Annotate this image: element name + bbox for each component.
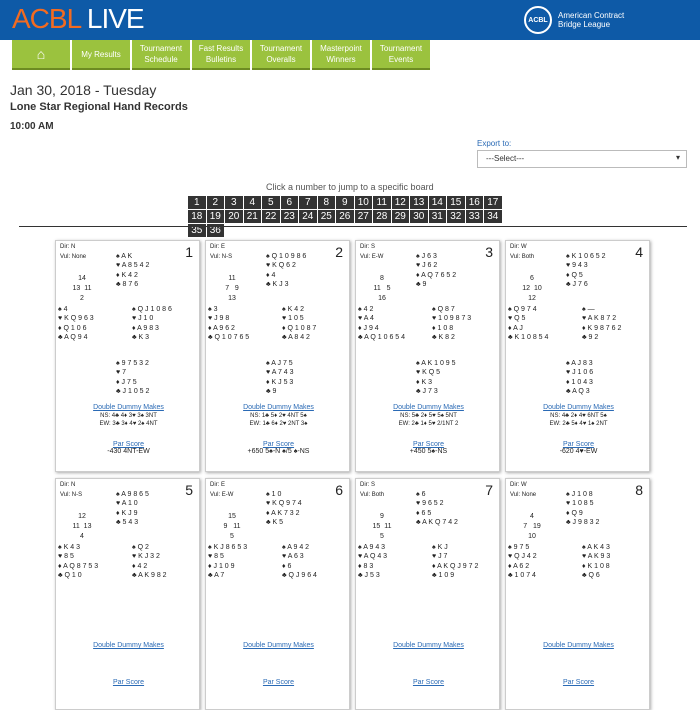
dd-ns: NS: 4♣ 4♦ 3♥ 3♠ 3NT	[100, 413, 157, 419]
south-hand: ♠ 9 7 5 3 2 ♥ 7 ♦ J 7 5 ♣ J 1 0 5 2	[116, 360, 150, 396]
hcp-compass: 15 9 11 5	[223, 513, 241, 540]
event-title: Lone Star Regional Hand Records	[10, 101, 188, 113]
double-dummy-link[interactable]: Double Dummy Makes	[543, 404, 614, 411]
double-dummy-link[interactable]: Double Dummy Makes	[243, 404, 314, 411]
nav-tournament-overalls[interactable]: Tournament Overalls	[252, 40, 310, 70]
par-score-link[interactable]: Par Score	[112, 441, 145, 448]
board-jump-link[interactable]: 28	[373, 210, 391, 223]
board-jump-link[interactable]: 23	[281, 210, 299, 223]
dd-ew: EW: 2♣ 5♦ 4♥ 1♠ 2NT	[549, 421, 608, 427]
board-jump-link[interactable]: 27	[355, 210, 373, 223]
south-hand: ♠ A J 8 3 ♥ J 1 0 6 ♦ 1 0 4 3 ♣ A Q 3	[566, 360, 594, 396]
dd-ns: NS: 1♣ 5♦ 2♥ 4NT 5♠	[250, 413, 307, 419]
double-dummy-link[interactable]: Double Dummy Makes	[93, 404, 164, 411]
east-hand: ♠ Q J 1 0 8 6 ♥ J 1 0 ♦ A 9 8 3 ♣ K 3	[132, 306, 172, 342]
north-hand: ♠ Q 1 0 9 8 6 ♥ K Q 6 2 ♦ 4 ♣ K J 3	[266, 253, 307, 289]
north-hand: ♠ J 1 0 8 ♥ 1 0 8 5 ♦ Q 9 ♣ J 9 8 3 2	[566, 491, 600, 527]
board-card	[205, 478, 350, 710]
vulnerability: Vul: N-S	[60, 492, 83, 498]
par-score: -430 4NT-EW	[107, 448, 150, 455]
hcp-compass: 4 7 19 10	[523, 513, 541, 540]
board-jump-link[interactable]: 3	[225, 196, 243, 209]
acbl-live-logo[interactable]: ACBL LIVE	[12, 3, 144, 34]
west-hand: ♠ A 9 4 3 ♥ A Q 4 3 ♦ 8 3 ♣ J 5 3	[358, 544, 388, 580]
dealer: Dir: S	[360, 482, 375, 488]
board-number: 8	[635, 482, 643, 498]
board-number: 4	[635, 244, 643, 260]
board-card	[355, 240, 500, 472]
board-jump-link[interactable]: 24	[299, 210, 317, 223]
east-hand: ♠ K J ♥ J 7 ♦ A K Q J 9 7 2 ♣ 1 0 9	[432, 544, 479, 580]
board-card	[205, 240, 350, 472]
board-jump-link[interactable]: 26	[336, 210, 354, 223]
board-jump-link[interactable]: 35	[188, 224, 206, 237]
par-score: +650 5♠-N ♠/5 ♠-NS	[247, 448, 310, 455]
west-hand: ♠ 4 2 ♥ A 4 ♦ J 9 4 ♣ A Q 1 0 6 5 4	[358, 306, 406, 342]
west-hand: ♠ K 4 3 ♥ 8 5 ♦ A Q 8 7 5 3 ♣ Q 1 0	[58, 544, 99, 580]
divider	[19, 226, 687, 227]
north-hand: ♠ J 6 3 ♥ J 6 2 ♦ A Q 7 6 5 2 ♣ 9	[416, 253, 457, 289]
hcp-compass: 11 7 9 13	[225, 275, 239, 302]
hcp-compass: 12 11 13 4	[72, 513, 92, 540]
board-number: 2	[335, 244, 343, 260]
dd-ew: EW: 2♣ 1♦ 5♥ 2/1NT 2	[398, 421, 459, 427]
board-number: 5	[185, 482, 193, 498]
board-jump-link[interactable]: 16	[466, 196, 484, 209]
par-score: -620 4♥-EW	[559, 448, 598, 455]
board-jump-link[interactable]: 25	[318, 210, 336, 223]
vulnerability: Vul: N-S	[210, 254, 233, 260]
acbl-seal-icon: ACBL	[524, 6, 552, 34]
north-hand: ♠ A K ♥ A 8 5 4 2 ♦ K 4 2 ♣ 8 7 6	[116, 253, 150, 289]
board-jump-link[interactable]: 33	[466, 210, 484, 223]
board-card	[505, 478, 650, 710]
session-time: 10:00 AM	[10, 121, 54, 132]
dealer: Dir: N	[60, 482, 76, 488]
par-score-link[interactable]: Par Score	[262, 679, 295, 686]
board-jump-link[interactable]: 12	[392, 196, 410, 209]
par-score-link[interactable]: Par Score	[412, 679, 445, 686]
west-hand: ♠ 9 7 5 ♥ Q J 4 2 ♦ A 6 2 ♣ 1 0 7 4	[508, 544, 537, 580]
board-jump-link[interactable]: 30	[410, 210, 428, 223]
board-card	[505, 240, 650, 472]
dealer: Dir: S	[360, 244, 375, 250]
west-hand: ♠ 4 ♥ K Q 9 6 3 ♦ Q 1 0 6 ♣ A Q 9 4	[58, 306, 94, 342]
board-jump-link[interactable]: 18	[188, 210, 206, 223]
east-hand: ♠ A K 4 3 ♥ A K 9 3 ♦ K 1 0 8 ♣ Q 6	[582, 544, 611, 580]
main-nav	[12, 40, 430, 70]
east-hand: ♠ Q 2 ♥ K J 3 2 ♦ 4 2 ♣ A K 9 8 2	[132, 544, 167, 580]
board-jump-link[interactable]: 31	[429, 210, 447, 223]
dealer: Dir: E	[210, 482, 225, 488]
board-card	[55, 478, 200, 710]
vulnerability: Vul: None	[60, 254, 87, 260]
par-score-link[interactable]: Par Score	[562, 679, 595, 686]
hcp-compass: 8 11 5 16	[373, 275, 391, 302]
west-hand: ♠ 3 ♥ J 9 8 ♦ A 9 6 2 ♣ Q 1 0 7 6 5	[208, 306, 250, 342]
board-jump-link[interactable]: 13	[410, 196, 428, 209]
double-dummy-link[interactable]: Double Dummy Makes	[243, 642, 314, 649]
par-score-link[interactable]: Par Score	[112, 679, 145, 686]
par-score: +450 5♠-NS	[409, 448, 448, 455]
board-jump-link[interactable]: 14	[429, 196, 447, 209]
vulnerability: Vul: E-W	[210, 492, 234, 498]
dd-ew: EW: 3♣ 3♦ 4♥ 2♠ 4NT	[99, 421, 158, 427]
north-hand: ♠ A 9 8 6 5 ♥ A 1 0 ♦ K J 9 ♣ 5 4 3	[116, 491, 149, 527]
double-dummy-link[interactable]: Double Dummy Makes	[93, 642, 164, 649]
board-jump-link[interactable]: 1	[188, 196, 206, 209]
double-dummy-link[interactable]: Double Dummy Makes	[543, 642, 614, 649]
south-hand: ♠ A K 1 0 9 5 ♥ K Q 5 ♦ K 3 ♣ J 7 3	[416, 360, 456, 396]
board-jump-link[interactable]: 19	[207, 210, 225, 223]
nav-fast-results[interactable]: Fast Results Bulletins	[192, 40, 250, 70]
board-card	[355, 478, 500, 710]
board-jump-link[interactable]: 8	[318, 196, 336, 209]
hcp-compass: 6 12 10 12	[522, 275, 542, 302]
board-jump-list	[188, 196, 518, 237]
dd-ns: NS: 5♣ 2♦ 5♥ 5♠ 5NT	[400, 413, 457, 419]
board-jump-link[interactable]: 34	[484, 210, 502, 223]
nav-tournament-events[interactable]: Tournament Events	[372, 40, 430, 70]
east-hand: ♠ A 9 4 2 ♥ A 6 3 ♦ 6 ♣ Q J 9 6 4	[282, 544, 317, 580]
west-hand: ♠ K J 8 6 5 3 ♥ 8 5 ♦ J 1 0 9 ♣ A 7	[208, 544, 248, 580]
board-jump-link[interactable]: 11	[373, 196, 391, 209]
board-jump-link[interactable]: 20	[225, 210, 243, 223]
nav-tournament-schedule[interactable]: Tournament Schedule	[132, 40, 190, 70]
double-dummy-link[interactable]: Double Dummy Makes	[393, 404, 464, 411]
board-jump-link[interactable]: 22	[262, 210, 280, 223]
vulnerability: Vul: E-W	[360, 254, 384, 260]
vulnerability: Vul: Both	[360, 492, 385, 498]
east-hand: ♠ K 4 2 ♥ 1 0 5 ♦ Q 1 0 8 7 ♣ A 8 4 2	[282, 306, 317, 342]
home-icon: ⌂	[36, 45, 46, 62]
dd-ew: EW: 1♣ 6♦ 2♥ 2NT 3♠	[249, 421, 308, 427]
east-hand: ♠ Q 8 7 ♥ 1 0 9 8 7 3 ♦ 1 0 8 ♣ K 8 2	[432, 306, 472, 342]
board-jump-link[interactable]: 15	[447, 196, 465, 209]
vulnerability: Vul: Both	[510, 254, 535, 260]
par-score-link[interactable]: Par Score	[262, 441, 295, 448]
jump-instructions: Click a number to jump to a specific board	[266, 182, 434, 192]
page-date: Jan 30, 2018 - Tuesday	[10, 82, 157, 98]
north-hand: ♠ 6 ♥ 9 6 5 2 ♦ 6 5 ♣ A K Q 7 4 2	[416, 491, 458, 527]
board-jump-link[interactable]: 6	[281, 196, 299, 209]
south-hand: ♠ A J 7 5 ♥ A 7 4 3 ♦ K J 5 3 ♣ 9	[266, 360, 294, 396]
hcp-compass: 14 13 11 2	[72, 275, 92, 302]
hcp-compass: 9 15 11 5	[372, 513, 392, 540]
board-jump-link[interactable]: 21	[244, 210, 262, 223]
header	[0, 0, 700, 40]
dealer: Dir: W	[510, 244, 527, 250]
board-jump-link[interactable]: 2	[207, 196, 225, 209]
east-hand: ♠ — ♥ A K 8 7 2 ♦ K 9 8 7 6 2 ♣ 9 2	[582, 306, 622, 342]
board-jump-link[interactable]: 32	[447, 210, 465, 223]
north-hand: ♠ K 1 0 6 5 2 ♥ 9 4 3 ♦ Q 5 ♣ J 7 6	[566, 253, 606, 289]
board-number: 7	[485, 482, 493, 498]
dd-ns: NS: 4♣ 2♦ 4♥ 6NT 5♠	[550, 413, 607, 419]
board-jump-link[interactable]: 29	[392, 210, 410, 223]
board-card	[55, 240, 200, 472]
acbl-org-logo[interactable]: ACBL American Contract Bridge League	[524, 6, 638, 34]
vulnerability: Vul: None	[510, 492, 537, 498]
board-jump-link[interactable]: 36	[207, 224, 225, 237]
board-number: 3	[485, 244, 493, 260]
par-score-link[interactable]: Par Score	[412, 441, 445, 448]
nav-my-results[interactable]: My Results	[72, 40, 130, 70]
board-jump-link[interactable]: 4	[244, 196, 262, 209]
double-dummy-link[interactable]: Double Dummy Makes	[393, 642, 464, 649]
dealer: Dir: E	[210, 244, 225, 250]
dealer: Dir: N	[60, 244, 76, 250]
board-jump-link[interactable]: 5	[262, 196, 280, 209]
west-hand: ♠ Q 9 7 4 ♥ Q 5 ♦ A J ♣ K 1 0 8 5 4	[508, 306, 549, 342]
board-jump-link[interactable]: 9	[336, 196, 354, 209]
board-jump-link[interactable]: 7	[299, 196, 317, 209]
board-number: 6	[335, 482, 343, 498]
board-jump-link[interactable]: 10	[355, 196, 373, 209]
board-number: 1	[185, 244, 193, 260]
dealer: Dir: W	[510, 482, 527, 488]
board-jump-link[interactable]: 17	[484, 196, 502, 209]
export-select[interactable]: ---Select--- ▾	[477, 150, 687, 168]
export-label: Export to:	[477, 139, 512, 148]
north-hand: ♠ 1 0 ♥ K Q 9 7 4 ♦ A K 7 3 2 ♣ K 5	[266, 491, 302, 527]
par-score-link[interactable]: Par Score	[562, 441, 595, 448]
home-button[interactable]	[12, 40, 70, 70]
nav-masterpoint-winners[interactable]: Masterpoint Winners	[312, 40, 370, 70]
